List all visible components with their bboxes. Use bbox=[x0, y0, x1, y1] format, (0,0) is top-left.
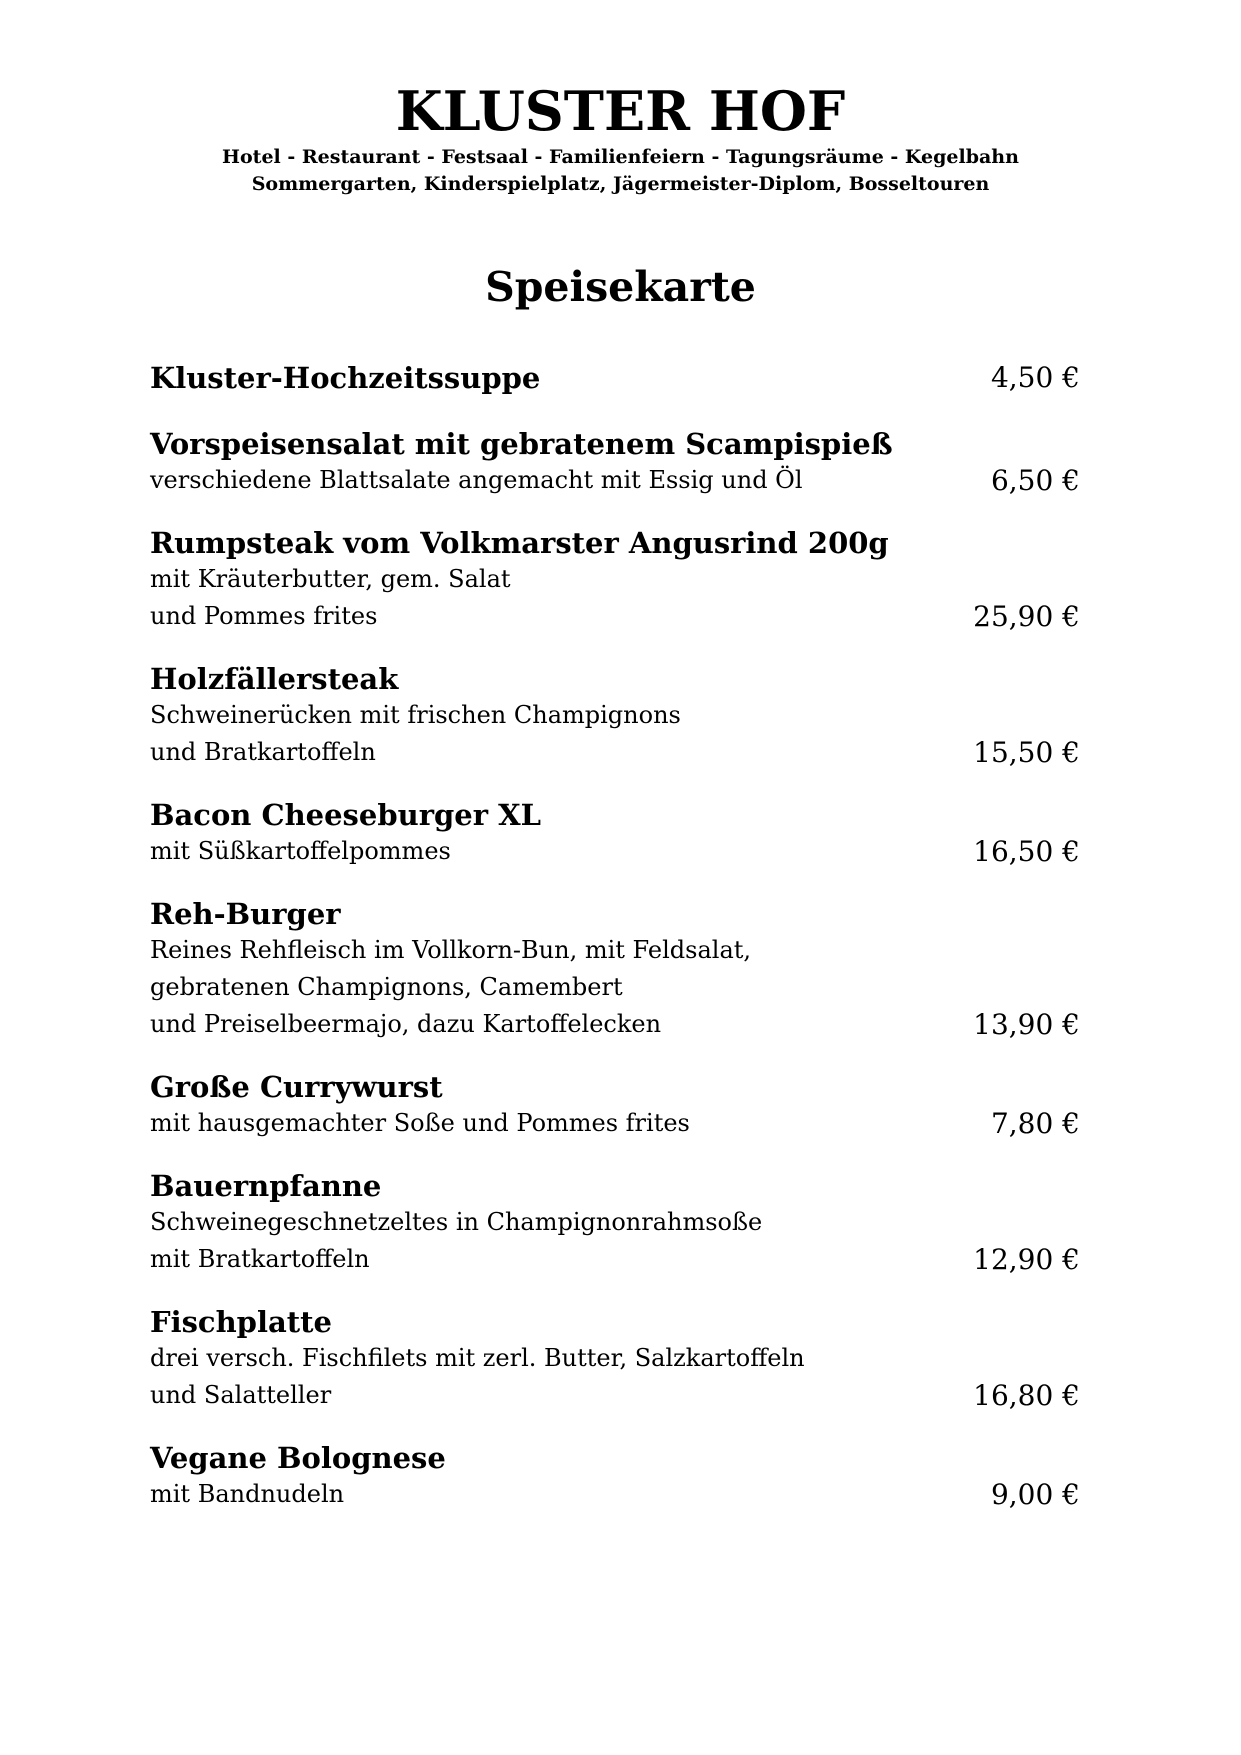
brand-title: KLUSTER HOF bbox=[395, 79, 846, 143]
menu-item-name: Vorspeisensalat mit gebratenem Scampispieß bbox=[150, 427, 893, 461]
menu-item-description: mit Bratkartoffeln bbox=[150, 1245, 370, 1273]
menu-item bbox=[150, 1304, 1080, 1414]
menu-item-description: gebratenen Champignons, Camembert bbox=[150, 973, 623, 1001]
menu-item-price: 9,00 € bbox=[990, 1478, 1080, 1511]
menu-item-description: mit Bandnudeln bbox=[150, 1480, 345, 1508]
menu-item-price: 13,90 € bbox=[973, 1008, 1080, 1041]
tagline-line-1: Hotel - Restaurant - Festsaal - Familienfeiern - Tagungsräume - Kegelbahn bbox=[222, 146, 1019, 168]
menu-item-description: Schweinerücken mit frischen Champignons bbox=[150, 701, 681, 729]
menu-item-description: Reines Rehfleisch im Vollkorn-Bun, mit Feldsalat, bbox=[150, 936, 752, 964]
menu-item-price: 16,50 € bbox=[973, 835, 1080, 868]
menu-item-description: und Preiselbeermajo, dazu Kartoffelecken bbox=[150, 1010, 662, 1038]
menu-list bbox=[150, 360, 1080, 1513]
menu-item-name: Kluster-Hochzeitssuppe bbox=[150, 361, 541, 395]
menu-item bbox=[150, 661, 1080, 771]
menu-item-description: und Salatteller bbox=[150, 1381, 332, 1409]
menu-item-name: Holzfällersteak bbox=[150, 662, 399, 696]
menu-item-description: Schweinegeschnetzeltes in Champignonrahmsoße bbox=[150, 1208, 763, 1236]
menu-item-description: und Pommes frites bbox=[150, 602, 378, 630]
menu-item bbox=[150, 896, 1080, 1043]
menu-item-name: Bauernpfanne bbox=[150, 1169, 382, 1203]
menu-item-price: 16,80 € bbox=[973, 1379, 1080, 1412]
menu-item-price: 6,50 € bbox=[990, 464, 1080, 497]
menu-item-price: 25,90 € bbox=[973, 600, 1080, 633]
menu-item-description: drei versch. Fischfilets mit zerl. Butter, Salzkartoffeln bbox=[150, 1344, 805, 1372]
menu-item bbox=[150, 1440, 1080, 1513]
menu-item bbox=[150, 360, 1080, 396]
menu-item bbox=[150, 797, 1080, 870]
menu-item-price: 15,50 € bbox=[973, 736, 1080, 769]
menu-item-description: mit Süßkartoffelpommes bbox=[150, 837, 451, 865]
header bbox=[0, 78, 1241, 198]
menu-item-price: 12,90 € bbox=[973, 1243, 1080, 1276]
menu-item-name: Bacon Cheeseburger XL bbox=[150, 798, 541, 832]
menu-item-description: und Bratkartoffeln bbox=[150, 738, 376, 766]
menu-item-name: Große Currywurst bbox=[150, 1070, 443, 1104]
menu-item-description: verschiedene Blattsalate angemacht mit Essig und Öl bbox=[150, 466, 803, 494]
menu-item-name: Vegane Bolognese bbox=[150, 1441, 446, 1475]
menu-item-price: 7,80 € bbox=[990, 1107, 1080, 1140]
menu-item bbox=[150, 1069, 1080, 1142]
menu-item-name: Fischplatte bbox=[150, 1305, 333, 1339]
menu-title: Speisekarte bbox=[485, 263, 756, 311]
tagline-line-2: Sommergarten, Kinderspielplatz, Jägermeister-Diplom, Bosseltouren bbox=[251, 173, 990, 195]
menu-item-name: Rumpsteak vom Volkmarster Angusrind 200g bbox=[150, 526, 889, 560]
menu-item-price: 4,50 € bbox=[990, 361, 1080, 394]
menu-item bbox=[150, 525, 1080, 635]
menu-item-description: mit hausgemachter Soße und Pommes frites bbox=[150, 1109, 690, 1137]
menu-item bbox=[150, 426, 1080, 499]
menu-item-description: mit Kräuterbutter, gem. Salat bbox=[150, 565, 511, 593]
menu-item bbox=[150, 1168, 1080, 1278]
menu-item-name: Reh-Burger bbox=[150, 897, 341, 931]
